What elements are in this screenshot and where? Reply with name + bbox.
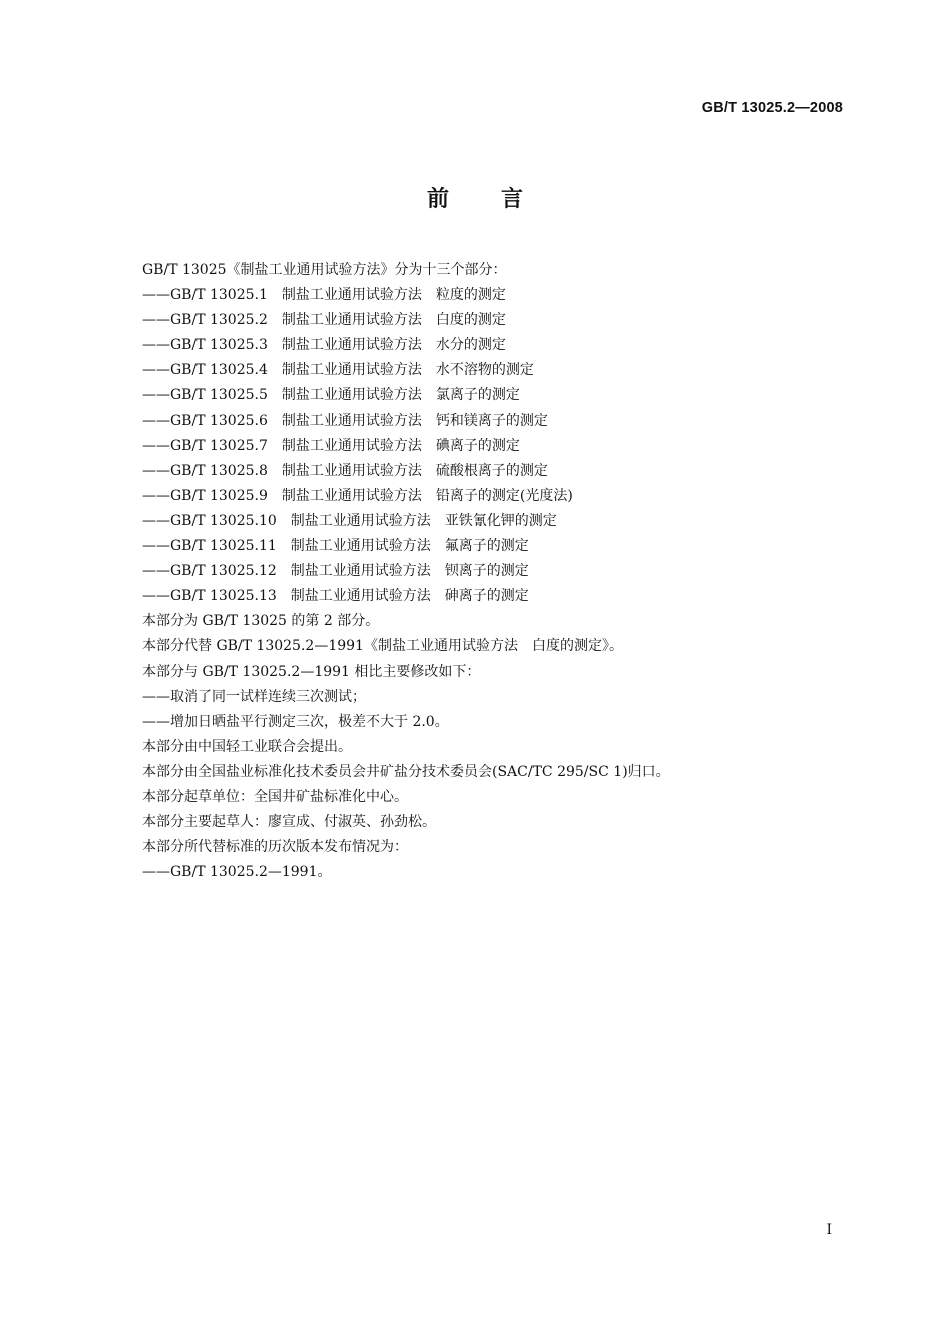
list-item-change-2: ——增加日晒盐平行测定三次，极差不大于 2.0。 <box>142 713 449 730</box>
paragraph-centralized-by: 本部分由全国盐业标准化技术委员会井矿盐分技术委员会(SAC/TC 295/SC 1)归口。 <box>142 763 670 780</box>
title-char-2: 言 <box>501 187 524 212</box>
paragraph-drafting-unit: 本部分起草单位：全国井矿盐标准化中心。 <box>142 788 408 805</box>
list-item-history-1: ——GB/T 13025.2—1991。 <box>142 864 332 881</box>
list-item-part-5: ——GB/T 13025.5 制盐工业通用试验方法 氯离子的测定 <box>142 387 520 404</box>
list-item-part-13: ——GB/T 13025.13 制盐工业通用试验方法 砷离子的测定 <box>142 588 529 605</box>
list-item-part-2: ——GB/T 13025.2 制盐工业通用试验方法 白度的测定 <box>142 312 506 329</box>
paragraph-intro: GB/T 13025《制盐工业通用试验方法》分为十三个部分： <box>142 262 507 278</box>
list-item-change-1: ——取消了同一试样连续三次测试； <box>142 688 366 705</box>
paragraph-replaces: 本部分代替 GB/T 13025.2—1991《制盐工业通用试验方法 白度的测定》。 <box>142 638 623 655</box>
title-char-1: 前 <box>426 187 449 212</box>
list-item-part-12: ——GB/T 13025.12 制盐工业通用试验方法 钡离子的测定 <box>142 563 529 580</box>
paragraph-changes-intro: 本部分与 GB/T 13025.2—1991 相比主要修改如下： <box>142 663 481 680</box>
paragraph-drafters: 本部分主要起草人：廖宣成、付淑英、孙劲松。 <box>142 814 436 831</box>
paragraph-part-statement: 本部分为 GB/T 13025 的第 2 部分。 <box>142 613 380 630</box>
list-item-part-11: ——GB/T 13025.11 制盐工业通用试验方法 氟离子的测定 <box>142 538 529 555</box>
paragraph-proposed-by: 本部分由中国轻工业联合会提出。 <box>142 738 352 755</box>
list-item-part-6: ——GB/T 13025.6 制盐工业通用试验方法 钙和镁离子的测定 <box>142 412 548 429</box>
list-item-part-9: ——GB/T 13025.9 制盐工业通用试验方法 铅离子的测定(光度法) <box>142 487 573 504</box>
list-item-part-8: ——GB/T 13025.8 制盐工业通用试验方法 硫酸根离子的测定 <box>142 462 548 479</box>
list-item-part-4: ——GB/T 13025.4 制盐工业通用试验方法 水不溶物的测定 <box>142 362 534 379</box>
list-item-part-1: ——GB/T 13025.1 制盐工业通用试验方法 粒度的测定 <box>142 287 506 304</box>
list-item-part-10: ——GB/T 13025.10 制盐工业通用试验方法 亚铁氰化钾的测定 <box>142 512 557 529</box>
paragraph-history-intro: 本部分所代替标准的历次版本发布情况为： <box>142 839 408 856</box>
foreword-body <box>142 258 822 885</box>
list-item-part-7: ——GB/T 13025.7 制盐工业通用试验方法 碘离子的测定 <box>142 437 520 454</box>
page-number: I <box>826 1222 832 1238</box>
standard-number: GB/T 13025.2—2008 <box>701 100 843 116</box>
page-title <box>0 182 950 213</box>
list-item-part-3: ——GB/T 13025.3 制盐工业通用试验方法 水分的测定 <box>142 337 506 354</box>
